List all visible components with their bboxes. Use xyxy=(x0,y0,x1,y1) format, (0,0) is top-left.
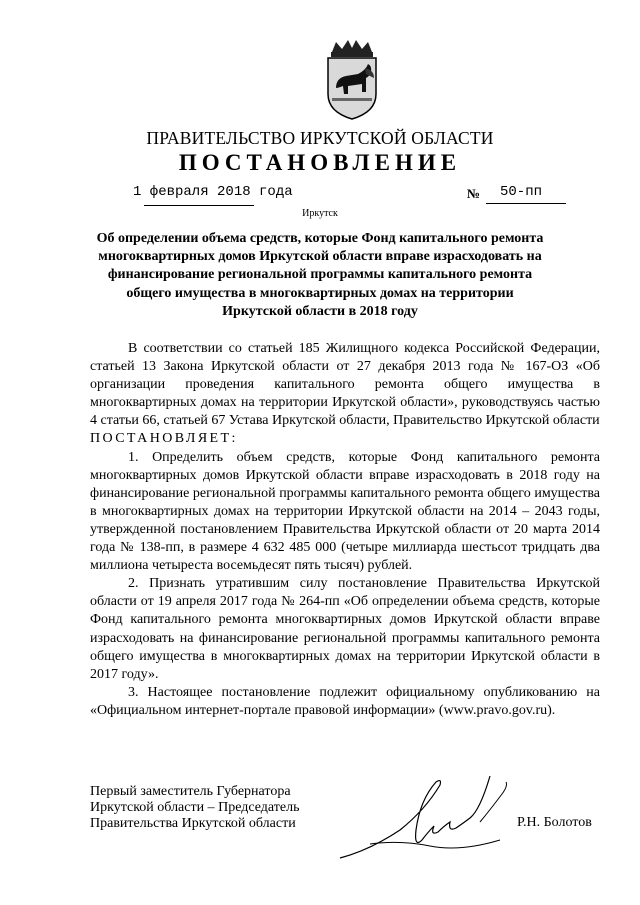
position-line-2: Иркутской области – Председатель xyxy=(90,800,300,816)
signatory-position xyxy=(90,784,299,833)
document-title: Об определении объема средств, которые Фонд капитального ремонта многоквартирных домов Иркутской области вправе израсходовать на финансирование региональной программы капитального ремонта общего имущества в многоквартирных домах на территории Иркутской области в 2018 году xyxy=(96,231,544,319)
government-name: ПРАВИТЕЛЬСТВО ИРКУТСКОЙ ОБЛАСТИ xyxy=(146,128,494,148)
city: Иркутск xyxy=(302,208,338,219)
signer-name: Р.Н. Болотов xyxy=(517,815,592,830)
date-underline xyxy=(144,205,254,206)
position-line-1: Первый заместитель Губернатора xyxy=(90,784,291,799)
item-3: 3. Настоящее постановление подлежит официальному опубликованию на «Официальном интернет-портале правовой информации» (www.pravo.gov.ru). xyxy=(90,684,600,718)
item-2: 2. Признать утратившим силу постановление Правительства Иркутской области от 19 апреля 2017 года № 264-пп «Об определении объема средств, которые Фонд капитального ремонта многоквартирных домов Иркутской области вправе израсходовать на финансирование региональной программы капитального ремонта общего имущества в многоквартирных домах на территории Иркутской области в 2017 году». xyxy=(90,576,600,682)
preamble: В соответствии со статьей 185 Жилищного кодекса Российской Федерации, статьей 13 Закона Иркутской области от 27 декабря 2013 года № 167-ОЗ «Об организации проведения капитального ремонта общего имущества в многоквартирных домах на территории Иркутской области», руководствуясь частью 4 статьи 66, статьей 67 Устава Иркутской области, Правительство Иркутской области xyxy=(90,341,600,429)
document-number: 50-пп xyxy=(500,184,543,200)
number-underline xyxy=(486,203,566,204)
document-body xyxy=(90,340,600,720)
document-type: ПОСТАНОВЛЕНИЕ xyxy=(178,150,462,175)
number-sign: № xyxy=(467,186,481,201)
decrees-word: ПОСТАНОВЛЯЕТ: xyxy=(90,431,238,447)
position-line-3: Правительства Иркутской области xyxy=(90,816,296,832)
handwritten-signature xyxy=(330,770,530,870)
irkutsk-coat-of-arms-icon xyxy=(318,40,386,120)
item-1: 1. Определить объем средств, которые Фонд капитального ремонта многоквартирных домов Иркутской области вправе израсходовать в 2018 году на финансирование региональной программы капитального ремонта общего имущества в многоквартирных домах на территории Иркутской области на 2014 – 2043 годы, утвержденной постановлением Правительства Иркутской области от 20 марта 2014 года № 138-пп, в размере 4 632 485 000 (четыре миллиарда шестьсот тридцать два миллиона четыреста восемьдесят пять тысяч) рублей. xyxy=(90,449,600,574)
document-date: 1 февраля 2018 года xyxy=(133,184,293,200)
